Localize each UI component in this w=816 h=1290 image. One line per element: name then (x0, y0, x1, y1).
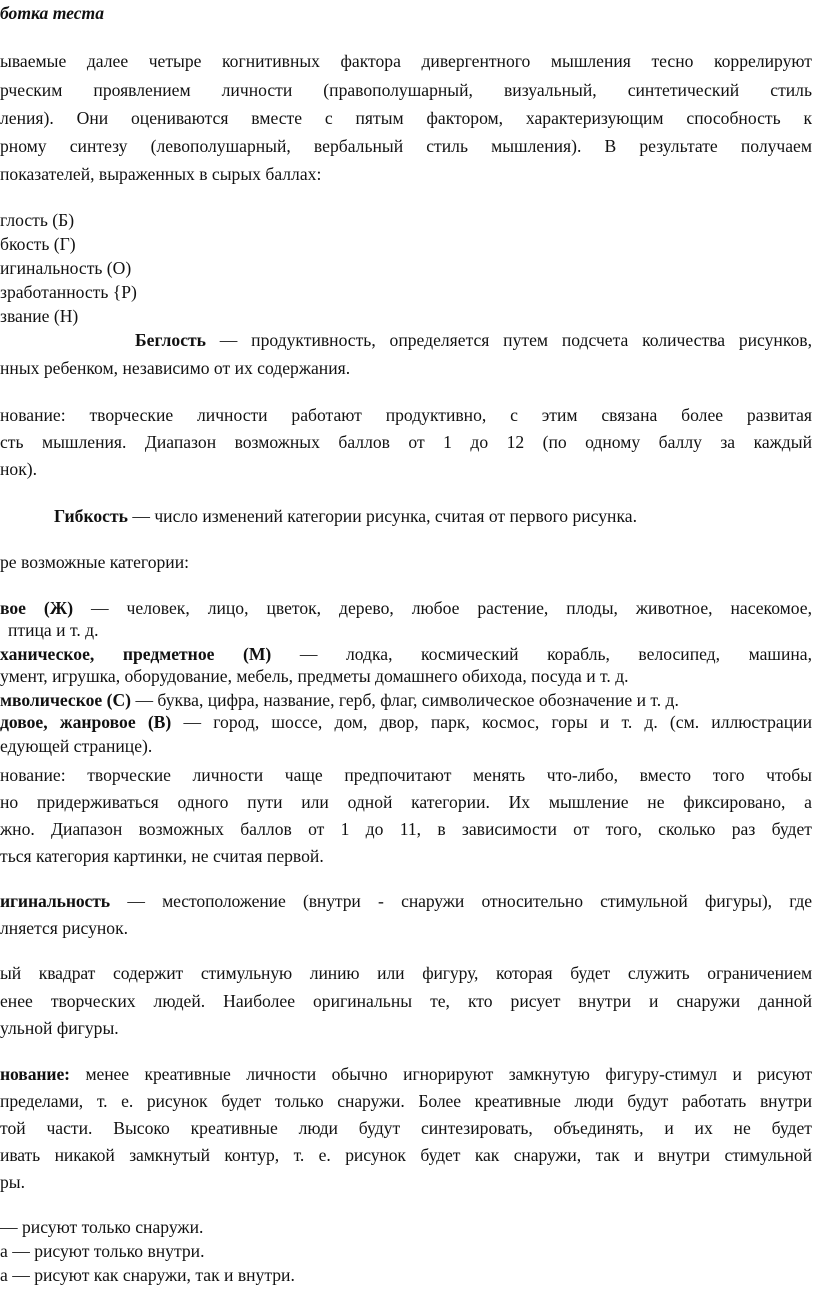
score-item: — рисуют только снаружи. (0, 1217, 204, 1237)
flexibility-definition (54, 505, 637, 527)
category-term: ханическое, предметное (М) (0, 644, 272, 664)
category-term: мволическое (С) (0, 690, 132, 710)
category-item-cont: птица и т. д. (8, 620, 99, 640)
score-item: а — рисуют как снаружи, так и внутри. (0, 1265, 295, 1285)
fluency-basis-line: сть мышления. Диапазон возможных баллов от 1 до 12 (по одному баллу за каждый (0, 432, 812, 452)
factor-item: бкость (Г) (0, 234, 76, 254)
originality-basis-line: ивать никакой замкнутый контур, т. е. рисунок будет как снаружи, так и внутри стимульной (0, 1145, 812, 1165)
intro-line: ываемые далее четыре когнитивных фактора дивергентного мышления тесно коррелируют (0, 51, 812, 71)
originality-basis-line: нование: менее креативные личности обычно игнорируют замкнутую фигуру-стимул и рисуют (0, 1064, 812, 1084)
originality-basis-line: той части. Высоко креативные люди будут синтезировать, объединять, и их не будет (0, 1118, 812, 1138)
originality-basis-term: нование: (0, 1064, 70, 1084)
originality-basis-line: пределами, т. е. рисунок будет только снаружи. Более креативные люди будут работать внутри (0, 1091, 812, 1111)
flexibility-basis-line: нование: творческие личности чаще предпочитают менять что-либо, вместо того чтобы (0, 765, 812, 785)
factor-item: зработанность {Р) (0, 282, 137, 302)
category-item: мволическое (С) — буква, цифра, название, герб, флаг, символическое обозначение и т. д. (0, 690, 679, 710)
category-item: вое (Ж) — человек, лицо, цветок, дерево, любое растение, плоды, животное, насекомое, (0, 598, 813, 618)
categories-intro: ре возможные категории: (0, 552, 190, 572)
category-item: довое, жанровое (В) — город, шоссе, дом, двор, парк, космос, горы и т. д. (см. иллюстрации (0, 712, 812, 732)
category-term: вое (Ж) (0, 598, 74, 618)
square-line: ый квадрат содержит стимульную линию или фигуру, которая будет служить ограничением (0, 963, 812, 983)
section-heading: ботка теста (0, 3, 105, 23)
square-line: ульной фигуры. (0, 1018, 119, 1038)
fluency-text-cont: нных ребенком, независимо от их содержания. (0, 358, 351, 378)
score-item: а — рисуют только внутри. (0, 1241, 205, 1261)
flexibility-text: — число изменений категории рисунка, считая от первого рисунка. (132, 506, 637, 526)
intro-line: ления). Они оцениваются вместе с пятым фактором, характеризующим способность к (0, 108, 812, 128)
flexibility-term: Гибкость (54, 506, 128, 526)
intro-line: показателей, выраженных в сырых баллах: (0, 164, 322, 184)
fluency-term: Беглость (135, 330, 206, 350)
fluency-text: — продуктивность, определяется путем подсчета количества рисунков, (219, 330, 812, 350)
fluency-definition (135, 329, 812, 351)
flexibility-basis-line: но придерживаться одного пути или одной категории. Их мышление не фиксировано, а (0, 792, 812, 812)
fluency-basis-line: нование: творческие личности работают продуктивно, с этим связана более развитая (0, 405, 812, 425)
category-item: ханическое, предметное (М) — лодка, космический корабль, велосипед, машина, (0, 644, 812, 664)
category-item-cont: умент, игрушка, оборудование, мебель, предметы домашнего обихода, посуда и т. д. (0, 666, 629, 686)
intro-line: рному синтезу (левополушарный, вербальный стиль мышления). В результате получаем (0, 136, 812, 156)
factor-item: звание (Н) (0, 306, 79, 326)
originality-basis-line: ры. (0, 1172, 26, 1192)
factor-item: игинальность (О) (0, 258, 132, 278)
fluency-basis-line: нок). (0, 459, 38, 479)
flexibility-basis-line: жно. Диапазон возможных баллов от 1 до 11, в зависимости от того, сколько раз будет (0, 819, 812, 839)
category-item-cont: едующей странице). (0, 736, 153, 756)
square-line: енее творческих людей. Наиболее оригинальны те, кто рисует внутри и снаружи данной (0, 991, 812, 1011)
originality-text-cont: лняется рисунок. (0, 918, 129, 938)
flexibility-basis-line: ться категория картинки, не считая первой. (0, 846, 324, 866)
originality-term: игинальность (0, 891, 111, 911)
factor-item: глость (Б) (0, 210, 75, 230)
category-term: довое, жанровое (В) (0, 712, 172, 732)
intro-line: рческим проявлением личности (правополушарный, визуальный, синтетический стиль (0, 80, 812, 100)
originality-definition: игинальность — местоположение (внутри - снаружи относительно стимульной фигуры), где (0, 891, 812, 911)
